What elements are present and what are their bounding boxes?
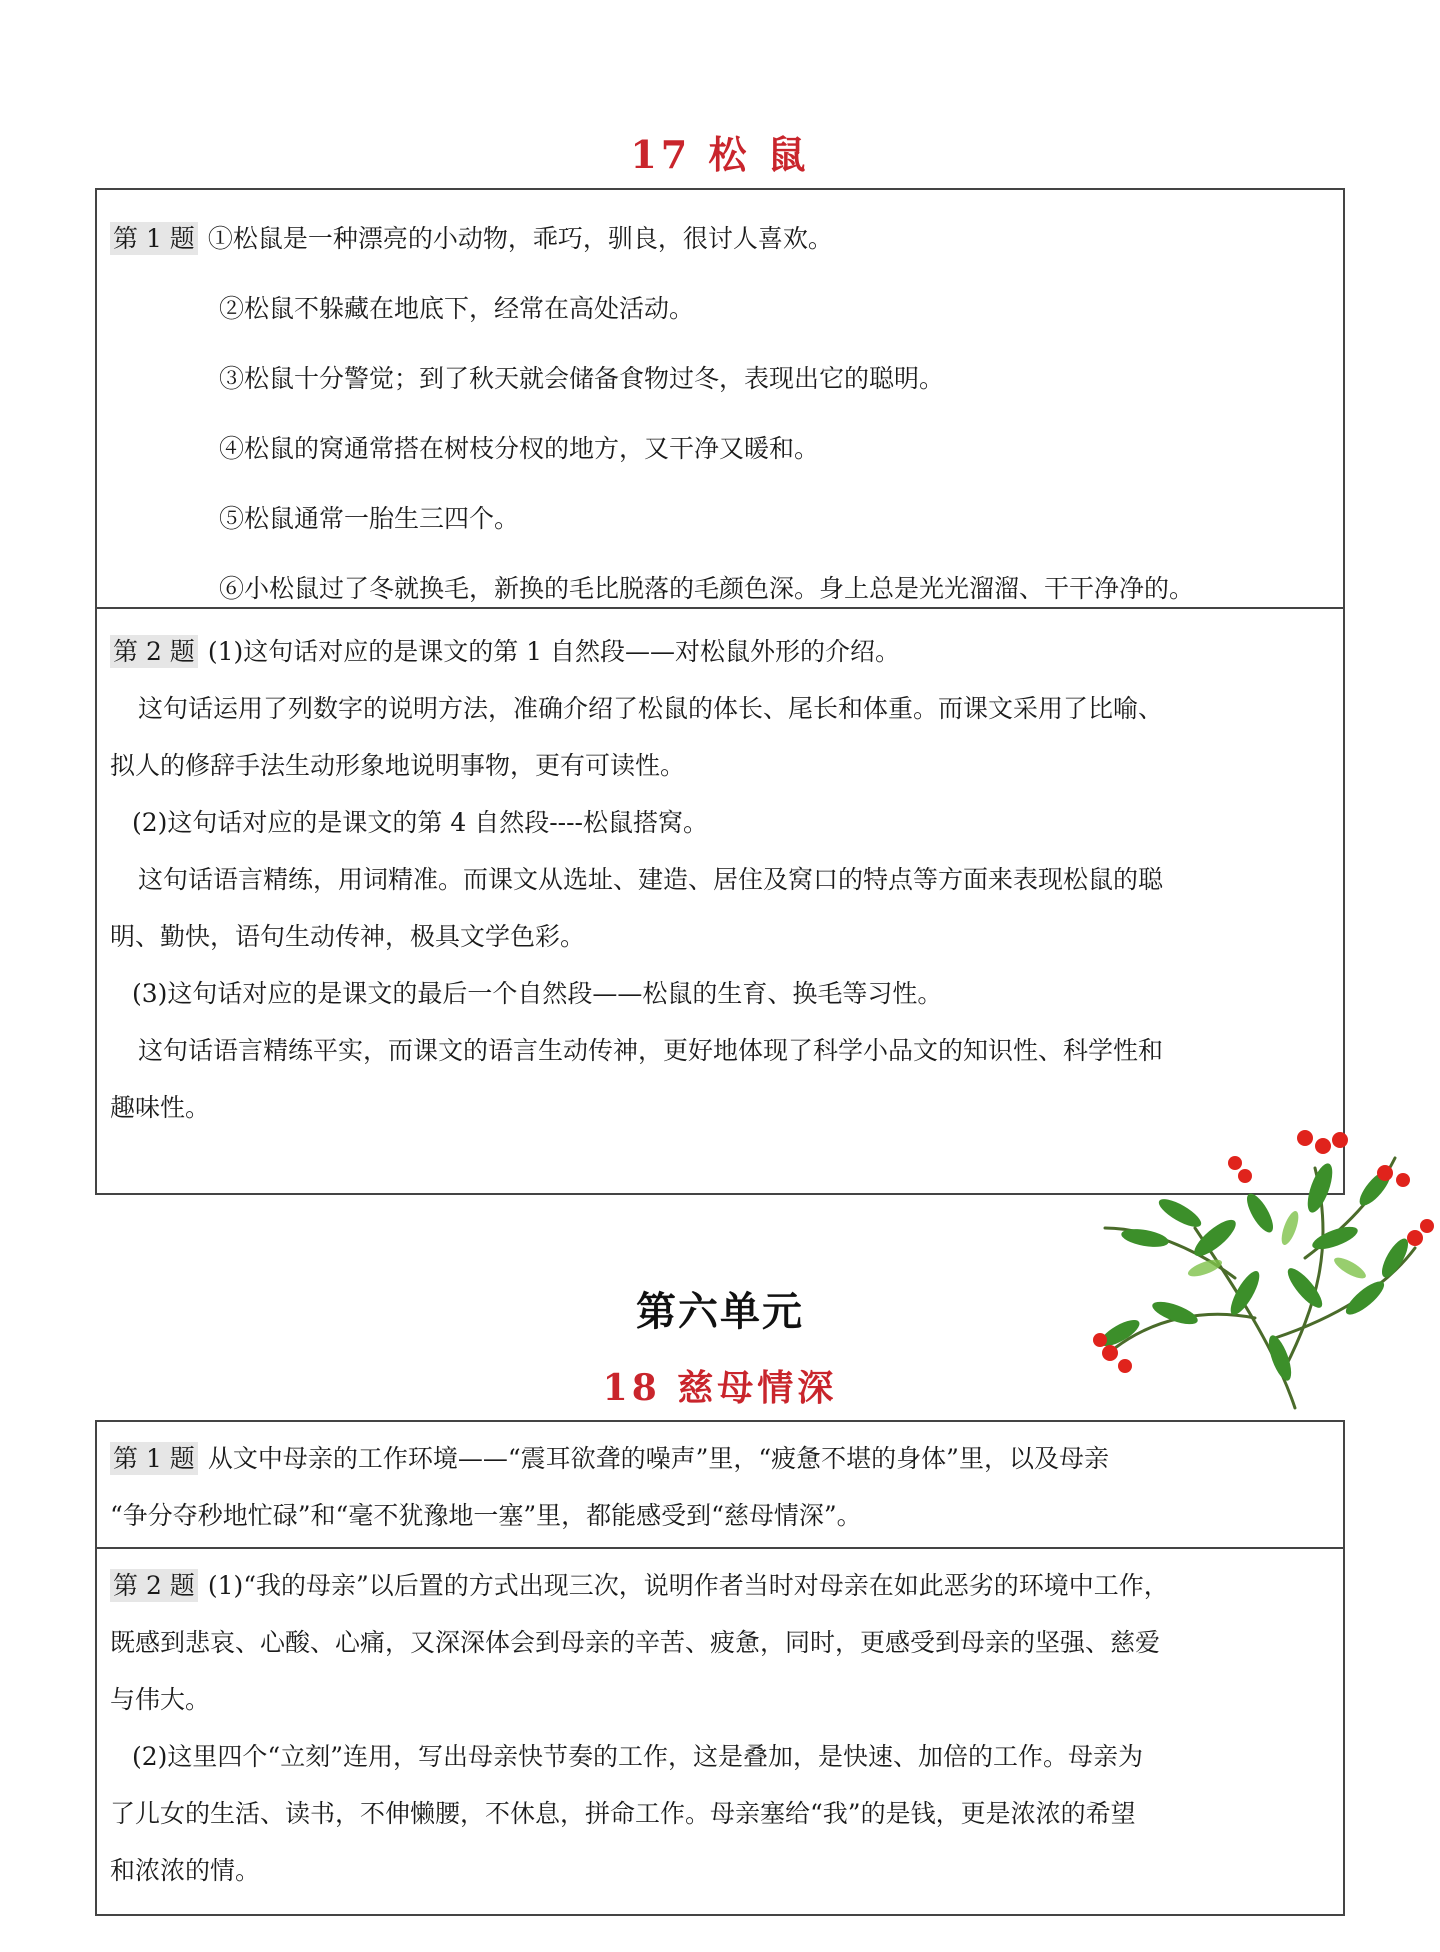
unit-6-title: 第六单元: [636, 1288, 804, 1335]
answer-line: (2)这句话对应的是课文的第 4 自然段----松鼠搭窝。: [132, 808, 709, 837]
answer-line: ④松鼠的窝通常搭在树枝分杈的地方，又干净又暖和。: [219, 434, 820, 463]
question-label: 第 1 题: [110, 1442, 198, 1475]
question-label: 第 2 题: [110, 635, 198, 668]
question-label: 第 1 题: [110, 222, 198, 255]
answer-line: 第 2 题 (1)这句话对应的是课文的第 1 自然段——对松鼠外形的介绍。: [110, 623, 1343, 680]
answer-line: ⑤松鼠通常一胎生三四个。: [219, 504, 520, 533]
answer-line: 这句话运用了列数字的说明方法，准确介绍了松鼠的体长、尾长和体重。而课文采用了比喻、: [138, 694, 1164, 723]
answer-line: ③松鼠十分警觉；到了秋天就会储备食物过冬，表现出它的聪明。: [219, 364, 945, 393]
lesson-18-title: 18 慈母情深: [602, 1367, 838, 1409]
berry-branch-icon: [1085, 1118, 1435, 1413]
answer-line: 既感到悲哀、心酸、心痛，又深深体会到母亲的辛苦、疲惫，同时，更感受到母亲的坚强、慈爱: [110, 1628, 1161, 1657]
lesson-18-answer-box: [95, 1420, 1345, 1916]
answer-line: 这句话语言精练平实，而课文的语言生动传神，更好地体现了科学小品文的知识性、科学性和: [138, 1036, 1164, 1065]
question-2-row: [97, 1549, 1343, 1899]
answer-line: 第 1 题 ①松鼠是一种漂亮的小动物，乖巧，驯良，很讨人喜欢。: [110, 204, 1343, 274]
question-label: 第 2 题: [110, 1569, 198, 1602]
answer-line: 与伟大。: [110, 1685, 211, 1714]
lesson-17-title: 17 松 鼠: [630, 132, 810, 177]
question-1-row: [97, 1422, 1343, 1549]
answer-line: 第 2 题 (1)“我的母亲”以后置的方式出现三次，说明作者当时对母亲在如此恶劣的环境中工作，: [110, 1557, 1343, 1614]
answer-line: (2)这里四个“立刻”连用，写出母亲快节奏的工作，这是叠加，是快速、加倍的工作。母亲为: [132, 1742, 1143, 1771]
answer-line: ⑥小松鼠过了冬就换毛，新换的毛比脱落的毛颜色深。身上总是光光溜溜、干干净净的。: [219, 574, 1195, 603]
question-1-row: [97, 190, 1343, 609]
answer-line: 和浓浓的情。: [110, 1856, 261, 1885]
answer-line: 拟人的修辞手法生动形象地说明事物，更有可读性。: [110, 751, 686, 780]
question-2-row: [97, 609, 1343, 1136]
answer-line: (3)这句话对应的是课文的最后一个自然段——松鼠的生育、换毛等习性。: [132, 979, 943, 1008]
answer-line: 明、勤快，语句生动传神，极具文学色彩。: [110, 922, 586, 951]
answer-line: 这句话语言精练，用词精准。而课文从选址、建造、居住及窝口的特点等方面来表现松鼠的聪: [138, 865, 1164, 894]
lesson-17-answer-box: [95, 188, 1345, 1195]
answer-line: 趣味性。: [110, 1093, 211, 1122]
answer-line: 了儿女的生活、读书，不伸懒腰，不休息，拼命工作。母亲塞给“我”的是钱，更是浓浓的希望: [110, 1799, 1136, 1828]
answer-line: ②松鼠不躲藏在地底下，经常在高处活动。: [219, 294, 695, 323]
answer-line: 第 1 题 从文中母亲的工作环境——“震耳欲聋的噪声”里，“疲惫不堪的身体”里，以及母亲: [110, 1430, 1343, 1487]
answer-line: “争分夺秒地忙碌”和“毫不犹豫地一塞”里，都能感受到“慈母情深”。: [110, 1501, 862, 1530]
